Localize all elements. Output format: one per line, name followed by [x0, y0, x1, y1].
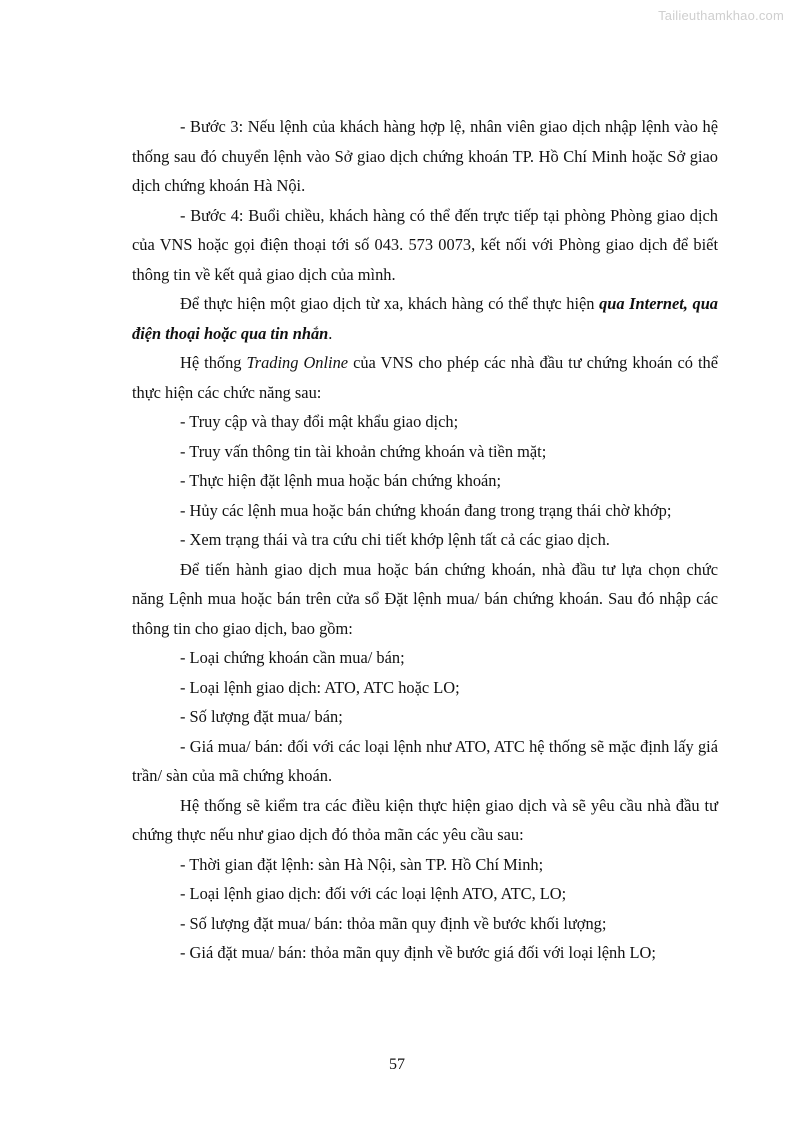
page-number: 57 [389, 1056, 405, 1073]
trading-online-term: Trading Online [246, 353, 349, 372]
function-item: - Hủy các lệnh mua hoặc bán chứng khoán đang trong trạng thái chờ khớp; [180, 500, 672, 520]
remote-emphasis: qua Internet, qua điện thoại hoặc qua tin nhắn [132, 294, 718, 343]
document-body [132, 112, 718, 968]
order-item: - Số lượng đặt mua/ bán; [180, 707, 343, 726]
function-item: - Thực hiện đặt lệnh mua hoặc bán chứng khoán; [180, 471, 502, 490]
remote-transaction-paragraph [132, 289, 718, 348]
check-item: - Giá đặt mua/ bán: thỏa mãn quy định về bước giá đối với loại lệnh LO; [180, 943, 656, 962]
order-item: - Loại lệnh giao dịch: ATO, ATC hoặc LO; [180, 677, 460, 697]
order-item: - Giá mua/ bán: đối với các loại lệnh như ATO, ATC hệ thống sẽ mặc định lấy giá trần/ sàn của mã chứng khoán. [132, 736, 718, 785]
trading-prefix: Hệ thống [180, 353, 247, 372]
check-item: - Số lượng đặt mua/ bán: thỏa mãn quy định về bước khối lượng; [180, 913, 607, 933]
watermark-text: Tailieuthamkhao.com [658, 8, 784, 23]
remote-prefix: Để thực hiện một giao dịch từ xa, khách hàng có thể thực hiện [180, 294, 600, 313]
function-item: - Truy cập và thay đổi mật khẩu giao dịch; [180, 412, 459, 431]
check-intro-paragraph: Hệ thống sẽ kiểm tra các điều kiện thực hiện giao dịch và sẽ yêu cầu nhà đầu tư chứng thực nếu như giao dịch đó thỏa mãn các yêu cầu sau: [132, 795, 718, 844]
function-item: - Xem trạng thái và tra cứu chi tiết khớp lệnh tất cả các giao dịch. [180, 530, 610, 549]
check-item: - Thời gian đặt lệnh: sàn Hà Nội, sàn TP. Hồ Chí Minh; [180, 854, 544, 874]
order-item: - Loại chứng khoán cần mua/ bán; [180, 648, 405, 667]
order-intro-paragraph: Để tiến hành giao dịch mua hoặc bán chứng khoán, nhà đầu tư lựa chọn chức năng Lệnh mua hoặc bán trên cửa sổ Đặt lệnh mua/ bán chứng khoán. Sau đó nhập các thông tin cho giao dịch, bao gồm: [132, 559, 718, 638]
remote-suffix: . [328, 323, 333, 343]
step-4-paragraph: - Bước 4: Buổi chiều, khách hàng có thể đến trực tiếp tại phòng Phòng giao dịch của VNS hoặc gọi điện thoại tới số 043. 573 0073, kết nối với Phòng giao dịch để biết thông tin về kết quả giao dịch của mình. [132, 205, 718, 284]
function-item: - Truy vấn thông tin tài khoản chứng khoán và tiền mặt; [180, 441, 547, 461]
trading-online-paragraph [132, 348, 718, 407]
step-3-paragraph: - Bước 3: Nếu lệnh của khách hàng hợp lệ, nhân viên giao dịch nhập lệnh vào hệ thống sau đó chuyển lệnh vào Sở giao dịch chứng khoán TP. Hồ Chí Minh hoặc Sở giao dịch chứng khoán Hà Nội. [132, 117, 718, 195]
trading-suffix: của VNS cho phép các nhà đầu tư chứng khoán có thể thực hiện các chức năng sau: [132, 353, 718, 402]
check-item: - Loại lệnh giao dịch: đối với các loại lệnh ATO, ATC, LO; [180, 884, 567, 903]
